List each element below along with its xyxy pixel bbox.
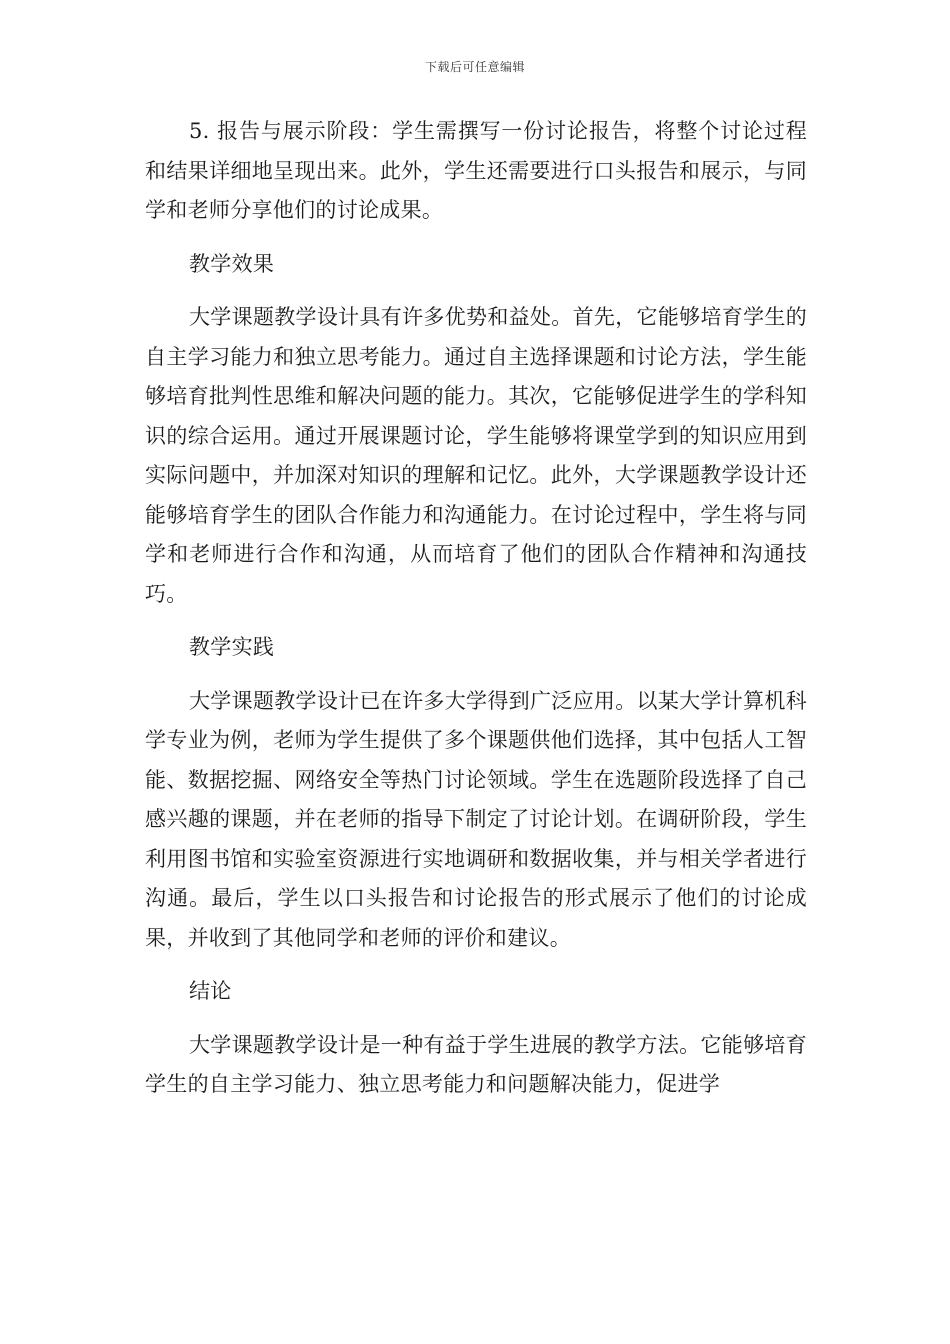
paragraph-gap <box>145 284 807 298</box>
paragraph-teaching-effect: 大学课题教学设计具有许多优势和益处。首先，它能够培育学生的自主学习能力和独立思考能力。通过自主选择课题和讨论方法，学生能够培育批判性思维和解决问题的能力。其次，它能够促进学生的学科知识的综合运用。通过开展课题讨论，学生能够将课堂学到的知识应用到实际问题中，并加深对知识的理解和记忆。此外，大学课题教学设计还能够培育学生的团队合作能力和沟通能力。在讨论过程中，学生将与同学和老师进行合作和沟通，从而培育了他们的团队合作精神和沟通技巧。 <box>145 305 807 606</box>
paragraph-teaching-practice: 大学课题教学设计已在许多大学得到广泛应用。以某大学计算机科学专业为例，老师为学生提供了多个课题供他们选择，其中包括人工智能、数据挖掘、网络安全等热门讨论领域。学生在选题阶段选择了自己感兴趣的课题，并在老师的指导下制定了讨论计划。在调研阶段，学生利用图书馆和实验室资源进行实地调研和数据收集，并与相关学者进行沟通。最后，学生以口头报告和讨论报告的形式展示了他们的讨论成果，并收到了其他同学和老师的评价和建议。 <box>145 688 807 950</box>
paragraph-report-stage: 5. 报告与展示阶段：学生需撰写一份讨论报告，将整个讨论过程和结果详细地呈现出来。此外，学生还需要进行口头报告和展示，与同学和老师分享他们的讨论成果。 <box>145 119 807 222</box>
paragraph-gap <box>145 668 807 682</box>
paragraph-gap <box>145 231 807 245</box>
heading-conclusion: 结论 <box>189 979 232 1003</box>
paragraph-conclusion: 大学课题教学设计是一种有益于学生进展的教学方法。它能够培育学生的自主学习能力、独立思考能力和问题解决能力，促进学 <box>145 1032 807 1096</box>
paragraph-gap <box>145 958 807 972</box>
heading-teaching-effect: 教学效果 <box>189 251 275 276</box>
page-header-note: 下载后可任意编辑 <box>424 60 525 74</box>
heading-teaching-practice: 教学实践 <box>189 635 275 659</box>
paragraph-gap <box>145 1012 807 1026</box>
paragraph-gap <box>145 614 807 628</box>
document-body <box>145 112 807 1105</box>
